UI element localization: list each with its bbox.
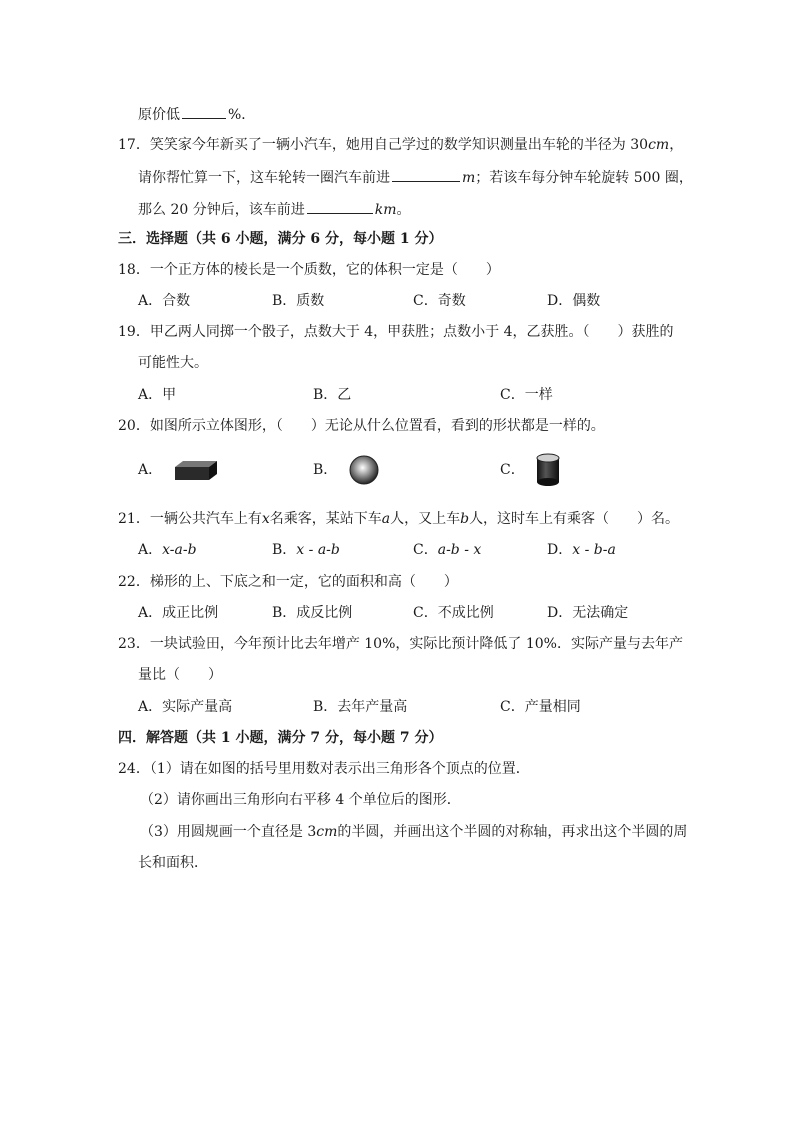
q21-option-b-expr: x - a-b <box>296 542 340 558</box>
q24-part3-a: （3）用圆规画一个直径是 3 <box>140 824 317 840</box>
q20-option-b-label: B． <box>313 462 338 478</box>
q16-blank[interactable] <box>182 104 226 119</box>
q18-option-a[interactable]: A．合数 <box>138 293 191 309</box>
q18-option-b[interactable]: B．质数 <box>272 293 325 309</box>
sphere-icon <box>348 454 380 486</box>
q21-option-d-label: D． <box>547 542 573 558</box>
q22-option-a[interactable]: A．成正比例 <box>138 605 219 621</box>
q22-option-b[interactable]: B．成反比例 <box>272 605 353 621</box>
q16-suffix: %． <box>228 107 256 123</box>
q20-option-c-label: C． <box>500 462 525 478</box>
q23-option-a[interactable]: A．实际产量高 <box>138 699 233 715</box>
q24-part1: 24．（1）请在如图的括号里用数对表示出三角形各个顶点的位置． <box>118 761 530 777</box>
q17-text3b: 。 <box>396 202 411 218</box>
q17-unit-m: m <box>462 170 476 186</box>
q24-part3-unit: cm <box>316 824 338 840</box>
q19-stem-2: 可能性大。 <box>138 355 208 371</box>
q16-prefix: 原价低 <box>138 107 180 123</box>
q21-option-d-expr: x - b-a <box>572 542 616 558</box>
q17-text2b: ；若该车每分钟车轮旋转 500 圈， <box>475 170 693 186</box>
q18-stem: 18．一个正方体的棱长是一个质数，它的体积一定是（ ） <box>118 262 500 278</box>
cuboid-icon <box>173 459 221 481</box>
q21-option-c-label: C． <box>413 542 438 558</box>
q20-option-a[interactable] <box>138 453 221 487</box>
q16-tail <box>138 104 255 124</box>
q21-option-d[interactable] <box>547 541 616 559</box>
q23-stem-1: 23．一块试验田，今年预计比去年增产 10%，实际比预计降低了 10%．实际产量与去年产 <box>118 636 683 652</box>
q21-option-b[interactable] <box>272 541 340 559</box>
q17-end1: ， <box>669 137 684 153</box>
q21-var-b: b <box>460 511 470 527</box>
q21-option-a-label: A． <box>138 542 163 558</box>
q23-option-c[interactable]: C．产量相同 <box>500 699 581 715</box>
q20-option-b[interactable] <box>313 453 380 487</box>
q21-var-x: x <box>261 511 270 527</box>
section3-title: 三．选择题（共 6 小题，满分 6 分，每小题 1 分） <box>118 231 443 247</box>
q17-line2 <box>138 167 693 187</box>
q21-option-c-expr: a-b - x <box>437 542 482 558</box>
q17-text1: 17．笑笑家今年新买了一辆小汽车，她用自己学过的数学知识测量出车轮的半径为 30 <box>118 137 649 153</box>
q24-part3-cont: 长和面积． <box>138 855 208 871</box>
q17-line3 <box>138 199 410 219</box>
q21-option-c[interactable] <box>413 541 481 559</box>
q24-part3 <box>140 823 687 841</box>
q24-part3-b: 的半圆，并画出这个半圆的对称轴，再求出这个半圆的周 <box>337 824 688 840</box>
q17-unit-km: km <box>374 202 397 218</box>
q20-option-a-label: A． <box>138 462 163 478</box>
q21-stem <box>118 510 679 528</box>
q20-stem: 20．如图所示立体图形，（ ）无论从什么位置看，看到的形状都是一样的。 <box>118 418 605 434</box>
section4-title: 四．解答题（共 1 小题，满分 7 分，每小题 7 分） <box>118 730 443 746</box>
q23-option-b[interactable]: B．去年产量高 <box>313 699 408 715</box>
q22-option-c[interactable]: C．不成比例 <box>413 605 494 621</box>
q18-option-c[interactable]: C．奇数 <box>413 293 466 309</box>
q17-blank-1[interactable] <box>392 167 460 182</box>
q21-text-a: 21．一辆公共汽车上有 <box>118 511 262 527</box>
q23-stem-2: 量比（ ） <box>138 667 222 683</box>
cylinder-icon <box>535 453 561 487</box>
q19-option-c[interactable]: C．一样 <box>500 387 553 403</box>
q19-option-b[interactable]: B．乙 <box>313 387 352 403</box>
q21-option-a-expr: x-a-b <box>162 542 197 558</box>
q18-option-d[interactable]: D．偶数 <box>547 293 601 309</box>
q21-var-a: a <box>381 511 391 527</box>
q19-stem-1: 19．甲乙两人同掷一个骰子，点数大于 4，甲获胜；点数小于 4，乙获胜。（ ）获胜的 <box>118 324 674 340</box>
q17-blank-2[interactable] <box>307 199 373 214</box>
q21-text-d: 人，这时车上有乘客（ ）名。 <box>469 511 680 527</box>
q21-option-b-label: B． <box>272 542 297 558</box>
q17-unit-cm: cm <box>648 137 670 153</box>
q22-option-d[interactable]: D．无法确定 <box>547 605 629 621</box>
q17-text3a: 那么 20 分钟后，该车前进 <box>138 202 305 218</box>
q17-text2a: 请你帮忙算一下，这车轮转一圈汽车前进 <box>138 170 390 186</box>
q21-text-b: 名乘客，某站下车 <box>269 511 382 527</box>
q21-text-c: 人，又上车 <box>390 511 461 527</box>
q20-option-c[interactable] <box>500 453 561 487</box>
q17-line1 <box>118 136 683 154</box>
q21-option-a[interactable] <box>138 541 197 559</box>
q24-part2: （2）请你画出三角形向右平移 4 个单位后的图形． <box>140 792 461 808</box>
q22-stem: 22．梯形的上、下底之和一定，它的面积和高（ ） <box>118 574 458 590</box>
q19-option-a[interactable]: A．甲 <box>138 387 177 403</box>
